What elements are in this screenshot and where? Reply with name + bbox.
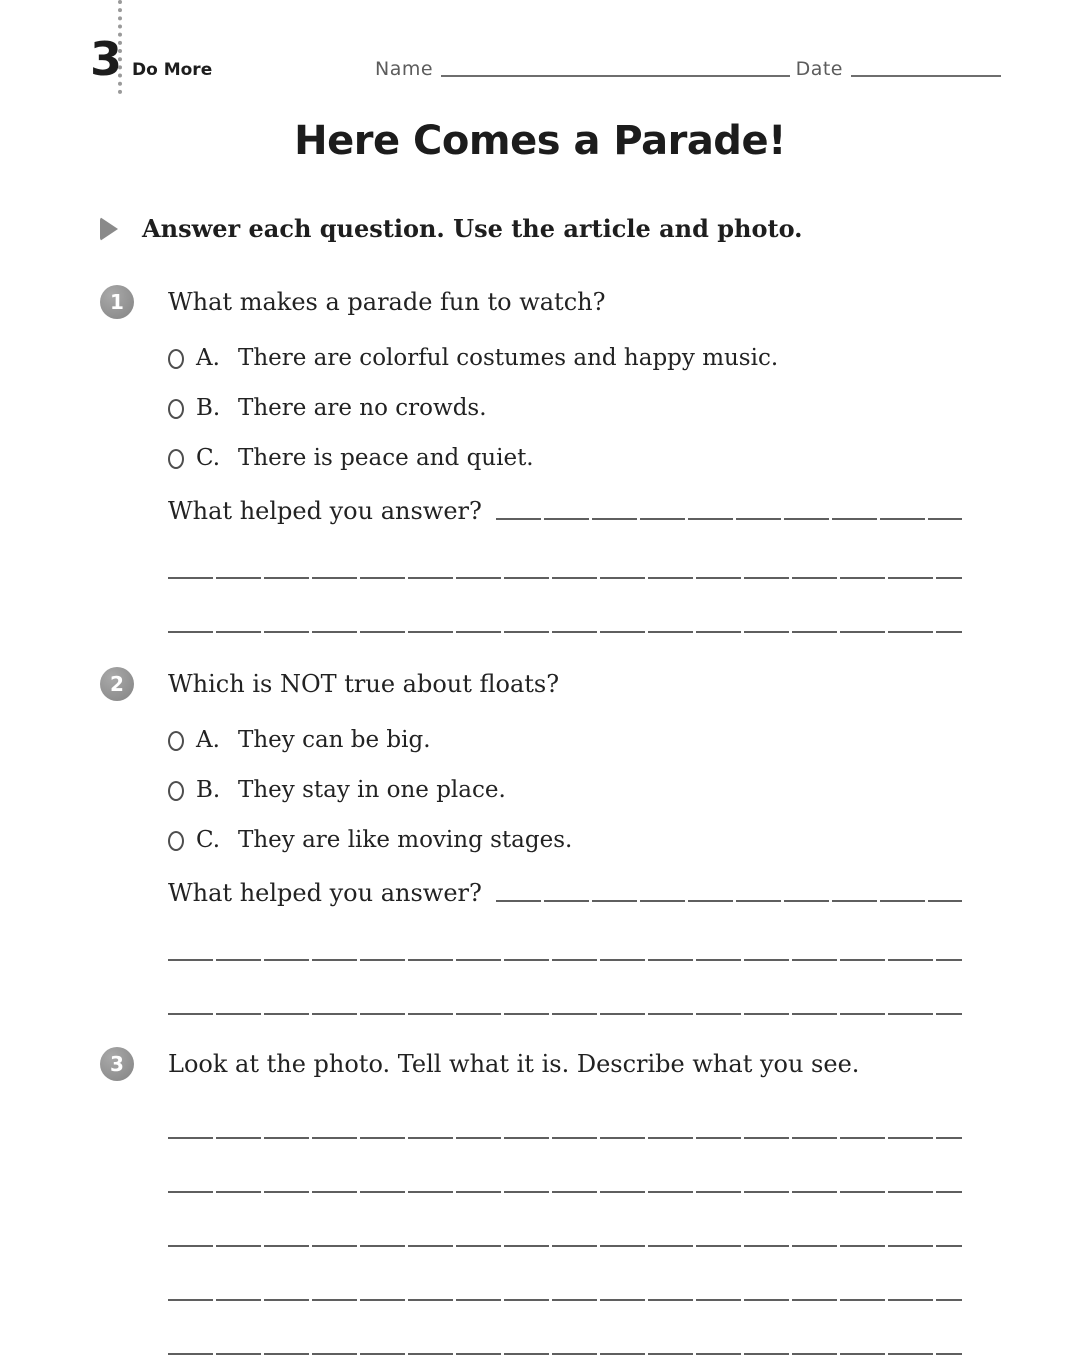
answer-line[interactable] xyxy=(168,1299,962,1301)
followup-label: What helped you answer? xyxy=(168,497,482,525)
answer-line[interactable] xyxy=(168,1137,962,1139)
name-date-row xyxy=(375,58,1007,80)
radio-icon[interactable] xyxy=(168,781,184,801)
answer-line[interactable] xyxy=(168,577,962,579)
radio-icon[interactable] xyxy=(168,399,184,419)
name-input-line[interactable] xyxy=(441,75,790,77)
radio-icon[interactable] xyxy=(168,449,184,469)
question-2-option-c xyxy=(168,827,962,853)
option-text: They can be big. xyxy=(238,727,431,753)
question-1-text: What makes a parade fun to watch? xyxy=(168,288,606,316)
question-2-followup xyxy=(168,879,962,907)
option-text: They stay in one place. xyxy=(238,777,506,803)
date-label: Date xyxy=(795,58,843,80)
question-1-badge: 1 xyxy=(100,285,134,319)
option-letter: A. xyxy=(196,345,220,371)
option-letter: C. xyxy=(196,445,221,471)
option-letter: B. xyxy=(196,777,221,803)
dotted-divider xyxy=(118,0,122,94)
name-label: Name xyxy=(375,58,434,80)
unit-label: Do More xyxy=(132,60,213,80)
question-1-option-a xyxy=(168,345,962,371)
option-text: They are like moving stages. xyxy=(238,827,573,853)
question-1-option-b xyxy=(168,395,962,421)
answer-line[interactable] xyxy=(168,1245,962,1247)
question-1-option-c xyxy=(168,445,962,471)
question-1-followup xyxy=(168,497,962,525)
worksheet-body xyxy=(100,287,962,1355)
question-3-text: Look at the photo. Tell what it is. Describe what you see. xyxy=(168,1050,860,1078)
radio-icon[interactable] xyxy=(168,831,184,851)
instruction-row xyxy=(100,214,962,243)
option-letter: A. xyxy=(196,727,220,753)
question-2-option-a xyxy=(168,727,962,753)
option-text: There are no crowds. xyxy=(238,395,487,421)
answer-line[interactable] xyxy=(168,631,962,633)
date-input-line[interactable] xyxy=(851,75,1001,77)
option-text: There is peace and quiet. xyxy=(238,445,534,471)
radio-icon[interactable] xyxy=(168,349,184,369)
instruction-text: Answer each question. Use the article and photo. xyxy=(142,214,803,243)
question-2-option-b xyxy=(168,777,962,803)
answer-line[interactable] xyxy=(168,1013,962,1015)
answer-line[interactable] xyxy=(496,900,962,902)
answer-line[interactable] xyxy=(168,959,962,961)
option-text: There are colorful costumes and happy music. xyxy=(238,345,779,371)
page-header xyxy=(0,0,1080,92)
question-1 xyxy=(100,287,962,633)
followup-label: What helped you answer? xyxy=(168,879,482,907)
question-2-text: Which is NOT true about floats? xyxy=(168,670,560,698)
answer-line[interactable] xyxy=(496,518,962,520)
question-2 xyxy=(100,669,962,1015)
page-title: Here Comes a Parade! xyxy=(294,118,786,164)
answer-line[interactable] xyxy=(168,1191,962,1193)
radio-icon[interactable] xyxy=(168,731,184,751)
question-2-badge: 2 xyxy=(100,667,134,701)
question-3 xyxy=(100,1049,962,1355)
arrow-icon xyxy=(100,217,118,241)
question-3-badge: 3 xyxy=(100,1047,134,1081)
unit-number: 3 xyxy=(90,32,123,86)
option-letter: B. xyxy=(196,395,221,421)
option-letter: C. xyxy=(196,827,221,853)
